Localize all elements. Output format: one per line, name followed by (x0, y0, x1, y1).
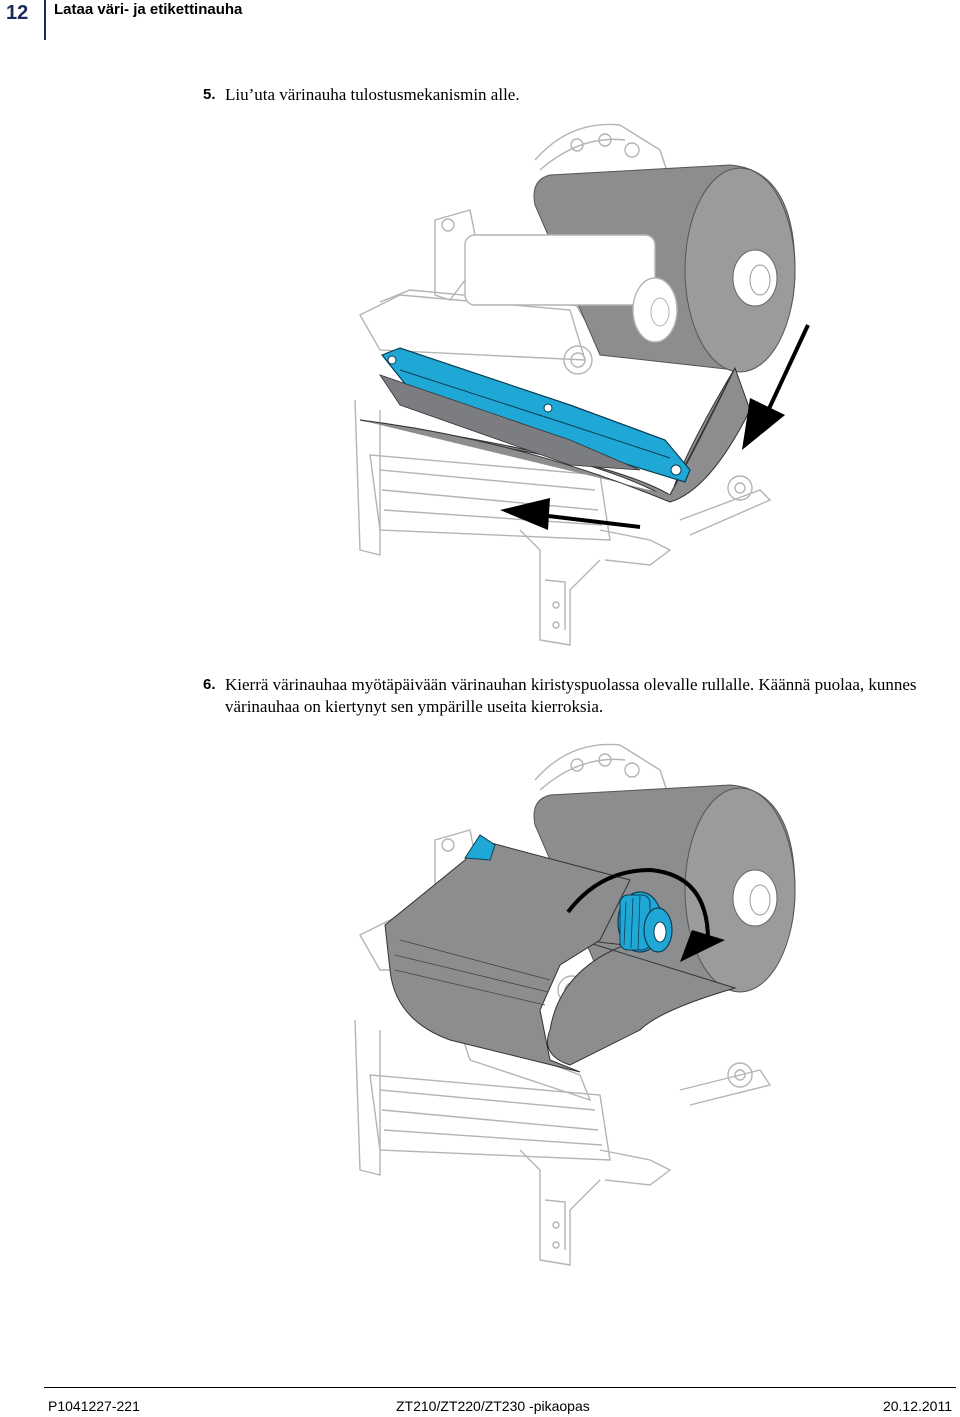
step-number: 6. (203, 676, 216, 693)
page-footer (0, 1383, 960, 1417)
document-id: P1041227-221 (48, 1398, 140, 1414)
figure-ribbon-on-take-up-spindle (340, 730, 820, 1280)
product-name: ZT210/ZT220/ZT230 -pikaopas (396, 1398, 590, 1414)
step-number: 5. (203, 86, 216, 103)
step-text: Liu’uta värinauha tulostusmekanismin alle. (225, 85, 520, 104)
step-5 (203, 84, 923, 106)
section-title: Lataa väri- ja etikettinauha (54, 1, 243, 18)
figure-ribbon-under-printhead (340, 110, 820, 660)
take-up-spindle (465, 235, 677, 342)
footer-divider (44, 1387, 956, 1388)
header-divider (44, 0, 46, 40)
step-text: Kierrä värinauhaa myötäpäivään värinauhan kiristyspuolassa olevalle rullalle. Käännä puolaa, kunnes värinauhaa on kiertynyt sen ympärille useita kierroksia. (225, 675, 917, 716)
document-date: 20.12.2011 (882, 1398, 952, 1414)
page-number: 12 (6, 2, 29, 24)
step-6 (203, 674, 923, 718)
page-header (0, 0, 960, 44)
